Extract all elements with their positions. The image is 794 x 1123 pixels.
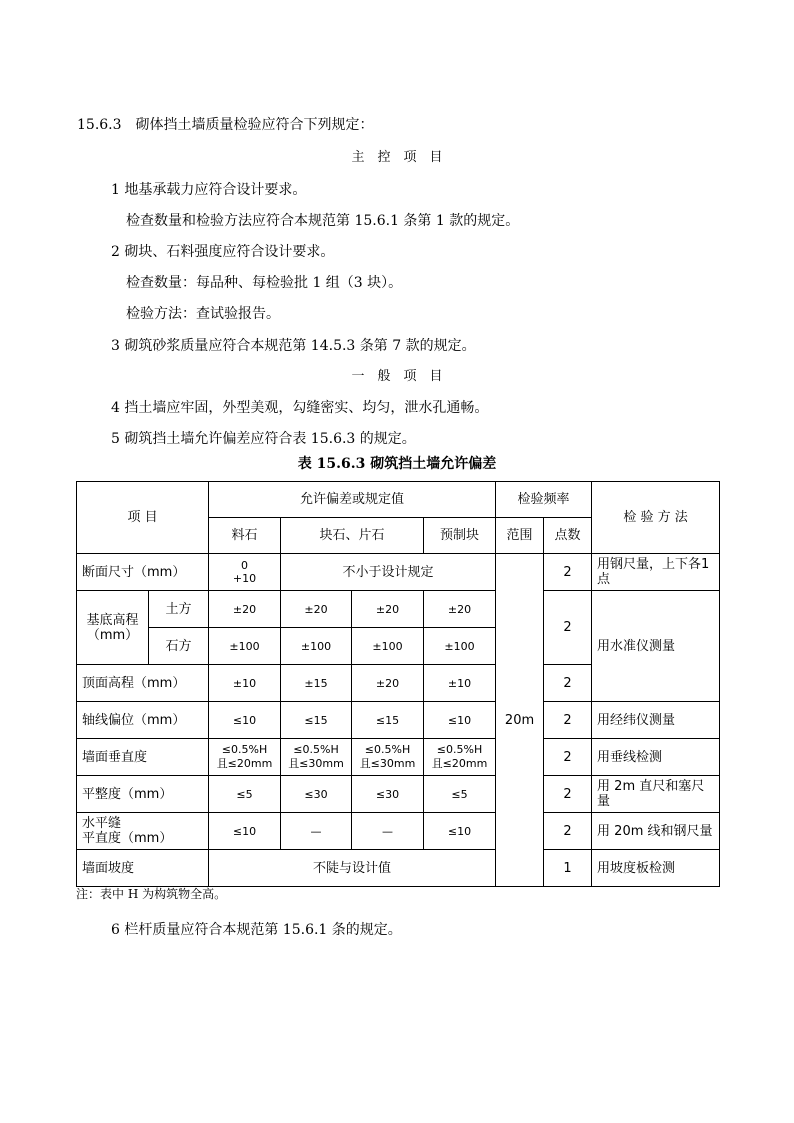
row-section-label: 断面尺寸（mm） <box>77 554 209 591</box>
row-flat-v2: ≤30 <box>281 776 352 813</box>
row-joint-v4: ≤10 <box>424 813 496 850</box>
row-section-liaoshi-b: +10 <box>232 572 257 585</box>
row-axis-v2: ≤15 <box>281 702 352 739</box>
table-note: 注：表中 H 为构筑物全高。 <box>76 887 227 901</box>
row-base-rock-v3: ±100 <box>352 628 424 665</box>
general-items-title: 一 般 项 目 <box>351 369 443 384</box>
row-joint-label <box>77 813 209 850</box>
row-flat-label: 平整度（mm） <box>77 776 209 813</box>
row-top-v4: ±10 <box>424 665 496 702</box>
header-frequency: 检验频率 <box>496 482 592 518</box>
row-section-liaoshi <box>209 554 281 591</box>
row-axis-points: 2 <box>544 702 592 739</box>
header-range: 范围 <box>496 518 544 554</box>
row-base-soil-v1: ±20 <box>209 591 281 628</box>
row-base-soil-v2: ±20 <box>281 591 352 628</box>
header-method: 检 验 方 法 <box>592 482 720 554</box>
row-vertical-v4b: 且≤20mm <box>431 757 488 770</box>
row-vertical-v2a: ≤0.5%H <box>293 743 339 756</box>
item-3: 3 砌筑砂浆质量应符合本规范第 14.5.3 条第 7 款的规定。 <box>111 338 476 354</box>
row-vertical-points: 2 <box>544 739 592 776</box>
item-6: 6 栏杆质量应符合本规范第 15.6.1 条的规定。 <box>111 922 402 938</box>
header-item: 项 目 <box>77 482 209 554</box>
row-vertical-method: 用垂线检测 <box>592 739 720 776</box>
item-2-quantity: 检查数量：每品种、每检验批 1 组（3 块）。 <box>126 275 403 291</box>
row-slope-merged: 不陡与设计值 <box>209 850 496 887</box>
row-base-soil-label: 土方 <box>149 591 209 628</box>
row-section-merged: 不小于设计规定 <box>281 554 496 591</box>
item-2: 2 砌块、石料强度应符合设计要求。 <box>111 244 335 260</box>
row-vertical-v1 <box>209 739 281 776</box>
item-2-method: 检验方法：查试验报告。 <box>126 306 280 322</box>
row-section-liaoshi-a: 0 <box>241 559 249 572</box>
row-flat-v3: ≤30 <box>352 776 424 813</box>
row-vertical-v1b: 且≤20mm <box>216 757 273 770</box>
header-yuzhi: 预制块 <box>424 518 496 554</box>
row-axis-method: 用经纬仪测量 <box>592 702 720 739</box>
row-slope-label: 墙面坡度 <box>77 850 209 887</box>
item-1: 1 地基承载力应符合设计要求。 <box>111 182 307 198</box>
row-axis-v3: ≤15 <box>352 702 424 739</box>
row-base-soil-v3: ±20 <box>352 591 424 628</box>
tolerance-table <box>76 481 720 887</box>
row-joint-label-b: 平直度（mm） <box>82 831 173 846</box>
row-base-rock-v2: ±100 <box>281 628 352 665</box>
row-top-points: 2 <box>544 665 592 702</box>
row-flat-points: 2 <box>544 776 592 813</box>
row-vertical-v3b: 且≤30mm <box>359 757 416 770</box>
item-4: 4 挡土墙应牢固，外型美观，勾缝密实、均匀，泄水孔通畅。 <box>111 400 489 416</box>
row-axis-v4: ≤10 <box>424 702 496 739</box>
row-top-v2: ±15 <box>281 665 352 702</box>
row-joint-points: 2 <box>544 813 592 850</box>
row-slope-points: 1 <box>544 850 592 887</box>
row-top-label: 顶面高程（mm） <box>77 665 209 702</box>
row-vertical-v3a: ≤0.5%H <box>364 743 411 756</box>
main-items-title: 主 控 项 目 <box>351 150 443 165</box>
row-joint-method: 用 20m 线和钢尺量 <box>592 813 720 850</box>
header-liaoshi: 料石 <box>209 518 281 554</box>
row-joint-v3: — <box>352 813 424 850</box>
header-tolerance: 允许偏差或规定值 <box>209 482 496 518</box>
row-base-soil-v4: ±20 <box>424 591 496 628</box>
row-joint-v2: — <box>281 813 352 850</box>
header-kuaishi: 块石、片石 <box>281 518 424 554</box>
row-section-points: 2 <box>544 554 592 591</box>
row-vertical-v2 <box>281 739 352 776</box>
item-5: 5 砌筑挡土墙允许偏差应符合表 15.6.3 的规定。 <box>111 431 416 447</box>
table-caption: 表 15.6.3 砌筑挡土墙允许偏差 <box>297 456 497 472</box>
row-flat-method: 用 2m 直尺和塞尺量 <box>592 776 720 813</box>
row-top-v3: ±20 <box>352 665 424 702</box>
row-flat-v1: ≤5 <box>209 776 281 813</box>
row-vertical-v3 <box>352 739 424 776</box>
row-base-points: 2 <box>544 591 592 665</box>
level-method: 用水准仪测量 <box>592 591 720 702</box>
row-base-label: 基底高程（mm） <box>77 591 149 665</box>
row-flat-v4: ≤5 <box>424 776 496 813</box>
header-points: 点数 <box>544 518 592 554</box>
item-1-check: 检查数量和检验方法应符合本规范第 15.6.1 条第 1 款的规定。 <box>126 213 520 229</box>
row-vertical-v4a: ≤0.5%H <box>436 743 483 756</box>
row-axis-v1: ≤10 <box>209 702 281 739</box>
row-base-rock-label: 石方 <box>149 628 209 665</box>
row-vertical-v1a: ≤0.5%H <box>221 743 268 756</box>
row-joint-label-a: 水平缝 <box>82 816 122 831</box>
row-joint-v1: ≤10 <box>209 813 281 850</box>
row-base-rock-v4: ±100 <box>424 628 496 665</box>
row-slope-method: 用坡度板检测 <box>592 850 720 887</box>
row-top-v1: ±10 <box>209 665 281 702</box>
row-vertical-v2b: 且≤30mm <box>288 757 344 770</box>
row-section-method: 用钢尺量，上下各1点 <box>592 554 720 591</box>
row-vertical-label: 墙面垂直度 <box>77 739 209 776</box>
range-value: 20m <box>496 554 544 887</box>
row-vertical-v4 <box>424 739 496 776</box>
row-axis-label: 轴线偏位（mm） <box>77 702 209 739</box>
row-base-rock-v1: ±100 <box>209 628 281 665</box>
section-heading: 15.6.3 砌体挡土墙质量检验应符合下列规定： <box>77 117 374 133</box>
